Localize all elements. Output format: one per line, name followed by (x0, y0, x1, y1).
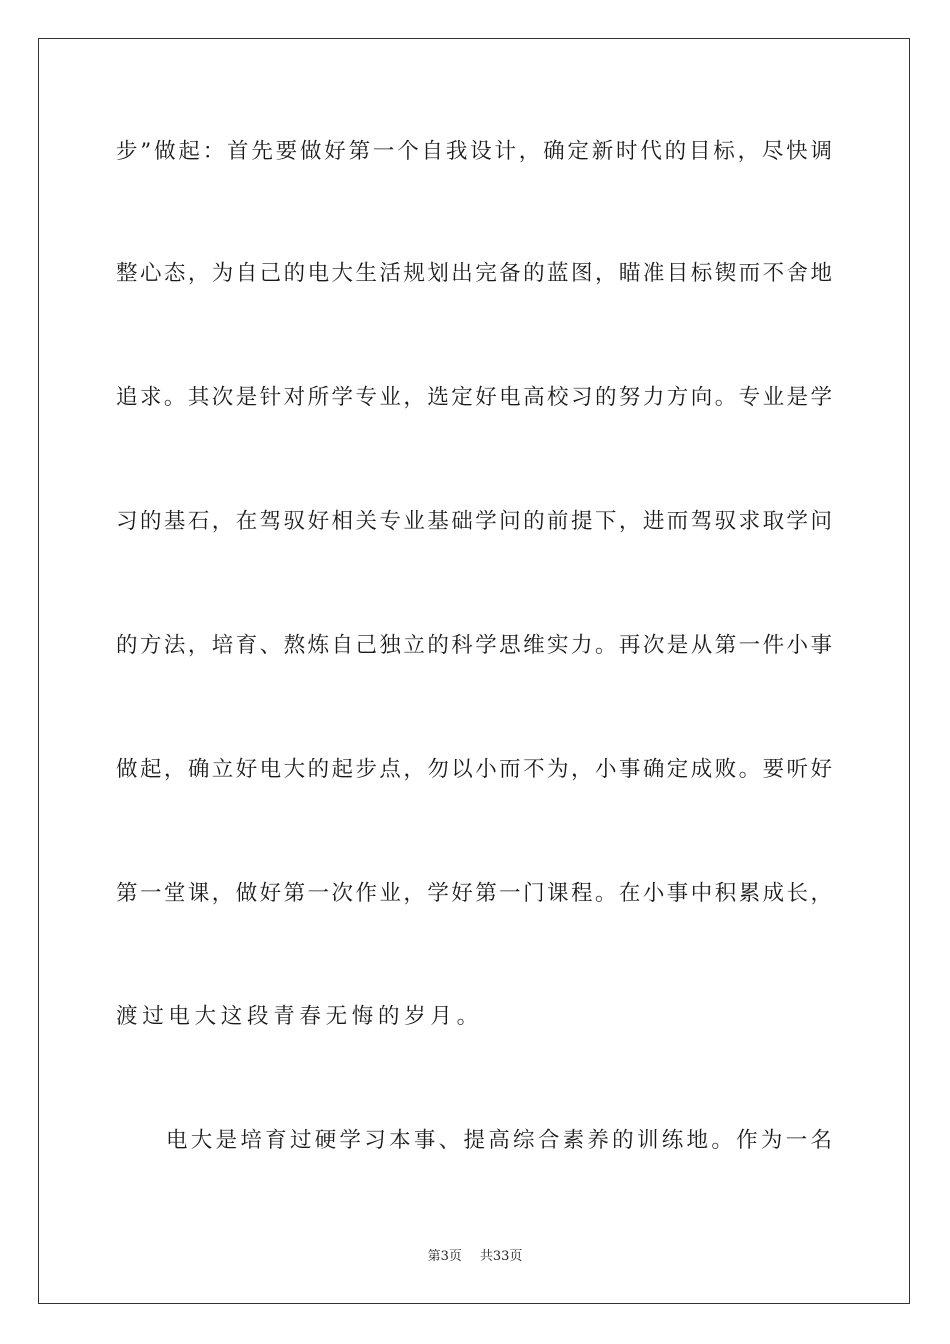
page-footer (0, 1248, 950, 1266)
paragraph-1-line-7: 第一堂课，做好第一次作业，学好第一门课程。在小事中积累成长， (116, 881, 832, 906)
total-pages: 共33页 (479, 1249, 523, 1264)
paragraph-1-line-1: 步”做起：首先要做好第一个自我设计，确定新时代的目标，尽快调 (116, 139, 832, 164)
paragraph-1-line-2: 整心态，为自己的电大生活规划出完备的蓝图，瞄准目标锲而不舍地 (116, 261, 832, 286)
paragraph-1-line-4: 习的基石，在驾驭好相关专业基础学问的前提下，进而驾驭求取学问 (116, 509, 832, 534)
paragraph-1-line-3: 追求。其次是针对所学专业，选定好电高校习的努力方向。专业是学 (116, 385, 832, 410)
paragraph-1-line-6: 做起，确立好电大的起步点，勿以小而不为，小事确定成败。要听好 (116, 757, 832, 782)
paragraph-2-line-1: 电大是培育过硬学习本事、提高综合素养的训练地。作为一名 (166, 1128, 832, 1153)
page-border (38, 38, 910, 1304)
paragraph-1-line-8: 渡过电大这段青春无悔的岁月。 (116, 1004, 483, 1029)
paragraph-1-line-5: 的方法，培育、熬炼自己独立的科学思维实力。再次是从第一件小事 (116, 633, 832, 658)
page-number: 第3页 (427, 1249, 462, 1264)
